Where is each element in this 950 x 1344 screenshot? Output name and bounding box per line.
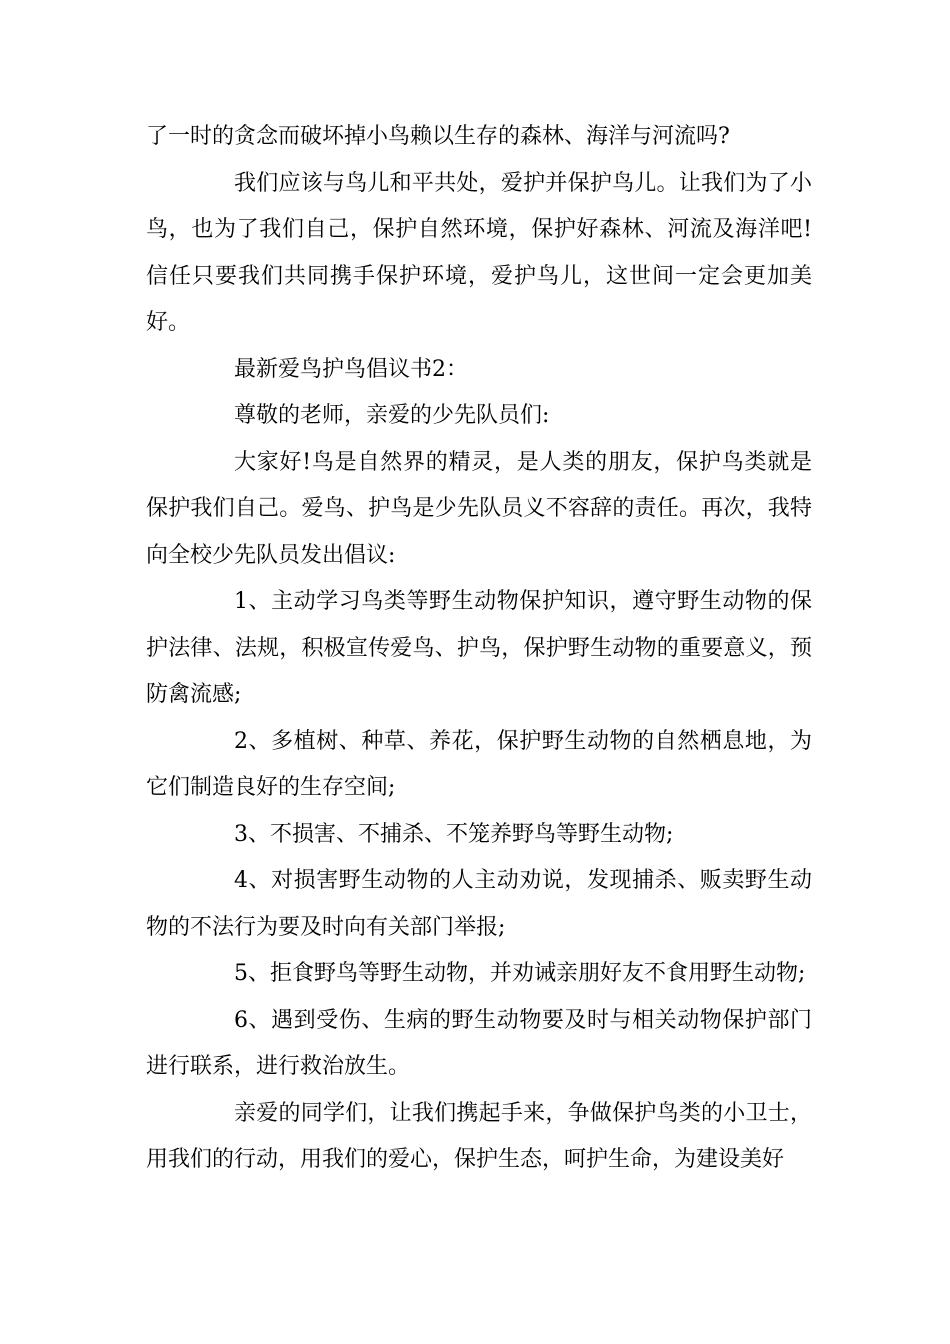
paragraph-appeal: 我们应该与鸟儿和平共处，爱护并保护鸟儿。让我们为了小鸟，也为了我们自己，保护自然环境，保护好森林、河流及海洋吧!信任只要我们共同携手保护环境，爱护鸟儿，这世间一定会更加美好。 xyxy=(146,170,812,335)
proposal-item-5: 5、拒食野鸟等野生动物，并劝诫亲朋好友不食用野生动物; xyxy=(234,961,806,986)
paragraph-intro: 大家好!鸟是自然界的精灵，是人类的朋友，保护鸟类就是保护我们自己。爱鸟、护鸟是少先队员义不容辞的责任。再次，我特向全校少先队员发出倡议: xyxy=(146,449,812,568)
salutation: 尊敬的老师，亲爱的少先队员们: xyxy=(234,403,550,428)
document-body xyxy=(146,114,812,1184)
paragraph-closing: 亲爱的同学们，让我们携起手来，争做保护鸟类的小卫士，用我们的行动，用我们的爱心，保护生态，呵护生命，为建设美好 xyxy=(146,1100,812,1172)
proposal-item-6: 6、遇到受伤、生病的野生动物要及时与相关动物保护部门进行联系，进行救治放生。 xyxy=(146,1007,812,1079)
section-heading: 最新爱鸟护鸟倡议书2： xyxy=(234,356,468,382)
proposal-item-4: 4、对损害野生动物的人主动劝说，发现捕杀、贩卖野生动物的不法行为要及时向有关部门举报; xyxy=(146,868,812,940)
proposal-item-3: 3、不损害、不捕杀、不笼养野鸟等野生动物; xyxy=(234,821,674,847)
paragraph-continuation: 了一时的贪念而破坏掉小鸟赖以生存的森林、海洋与河流吗? xyxy=(146,124,730,149)
proposal-item-1: 1、主动学习鸟类等野生动物保护知识，遵守野生动物的保护法律、法规，积极宣传爱鸟、护鸟，保护野生动物的重要意义，预防禽流感; xyxy=(146,589,812,707)
proposal-item-2: 2、多植树、种草、养花，保护野生动物的自然栖息地，为它们制造良好的生存空间; xyxy=(146,728,812,800)
